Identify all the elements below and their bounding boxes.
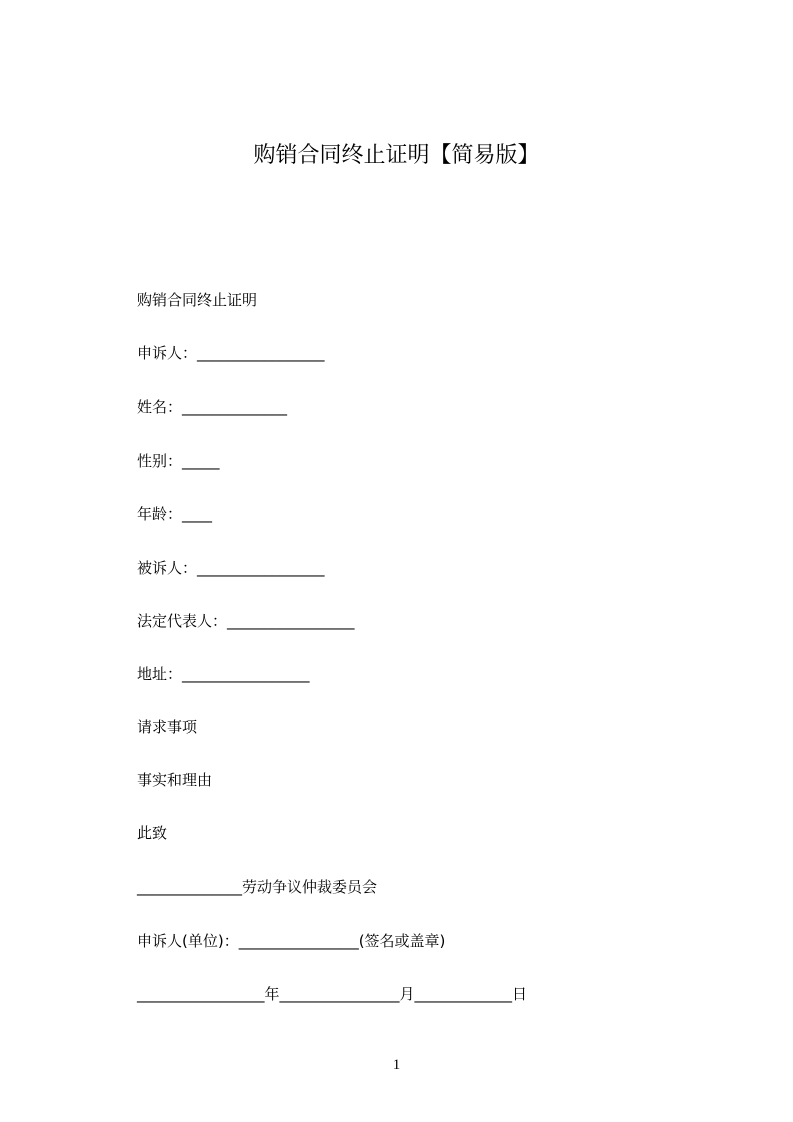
committee-line: ______________劳动争议仲裁委员会 — [137, 878, 378, 896]
name-field: 姓名：______________ — [137, 398, 288, 416]
claims-heading: 请求事项 — [137, 718, 198, 736]
respondent-field: 被诉人：_________________ — [137, 559, 325, 577]
legal-representative-field: 法定代表人：_________________ — [137, 612, 355, 630]
signature-line: 申诉人(单位)：________________(签名或盖章) — [137, 932, 446, 950]
date-line: _________________年________________月_____________日 — [137, 985, 528, 1003]
document-title: 购销合同终止证明【简易版】 — [253, 143, 540, 168]
address-field: 地址：_________________ — [137, 665, 310, 683]
salutation-line: 此致 — [137, 824, 168, 842]
page-number: 1 — [392, 1057, 401, 1073]
gender-field: 性别：_____ — [137, 452, 220, 470]
complainant-field: 申诉人：_________________ — [137, 344, 325, 362]
facts-heading: 事实和理由 — [137, 771, 213, 789]
age-field: 年龄：____ — [137, 505, 213, 523]
subtitle-line: 购销合同终止证明 — [137, 291, 258, 309]
